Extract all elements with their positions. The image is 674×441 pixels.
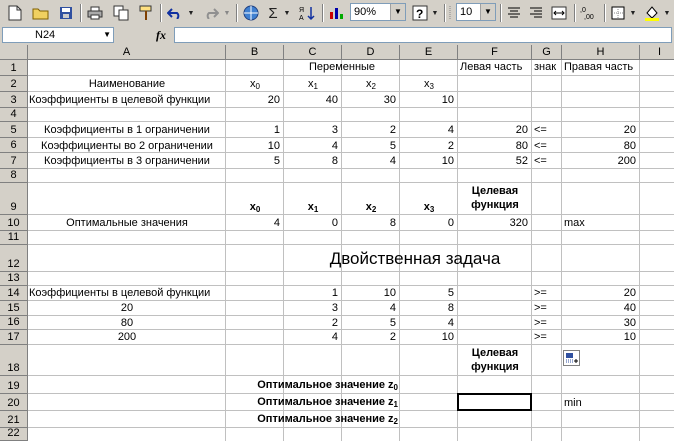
cell-g6[interactable]: <= (534, 140, 547, 152)
font-size-dropdown-icon[interactable]: ▼ (480, 4, 495, 20)
column-header-a[interactable]: A (28, 45, 226, 60)
cell-h10[interactable]: max (564, 217, 585, 229)
cell-b5[interactable]: 1 (273, 124, 280, 136)
z-subscript: 2 (393, 417, 398, 426)
cell-d2[interactable] (342, 78, 400, 91)
spreadsheet-grid[interactable] (0, 45, 674, 441)
row-header-12[interactable]: 12 (0, 245, 28, 272)
cell-f1[interactable]: Левая часть (460, 61, 523, 73)
row-header-16[interactable]: 16 (0, 316, 28, 330)
save-icon[interactable] (55, 3, 77, 23)
format-painter-icon[interactable] (135, 3, 157, 23)
cell-e6[interactable]: 2 (447, 140, 454, 152)
var-x: x (366, 78, 372, 90)
cell-c10[interactable]: 0 (331, 217, 338, 229)
cell-f18-line2[interactable]: функция (471, 361, 519, 373)
font-size-combo[interactable] (456, 3, 496, 21)
column-header-b[interactable]: B (226, 45, 284, 60)
cell-h15[interactable]: 40 (623, 302, 636, 314)
cell-a14[interactable]: Коэффициенты в целевой функции (29, 287, 211, 299)
cell-c3[interactable]: 40 (325, 94, 338, 106)
column-header-g[interactable]: G (532, 45, 562, 60)
cell-c9[interactable] (284, 201, 342, 214)
cell-d10[interactable]: 8 (389, 217, 396, 229)
svg-text:,00: ,00 (584, 14, 594, 20)
var-subscript: 2 (371, 82, 376, 91)
row-header-6[interactable]: 6 (0, 138, 28, 153)
row-header-8[interactable]: 8 (0, 169, 28, 183)
var-x: x (250, 78, 256, 90)
row-header-15[interactable]: 15 (0, 301, 28, 316)
open-folder-icon[interactable] (30, 3, 52, 23)
smart-tag-icon[interactable] (563, 350, 580, 366)
row-header-9[interactable]: 9 (0, 183, 28, 215)
var-subscript: 3 (429, 82, 434, 91)
row-header-3[interactable]: 3 (0, 92, 28, 108)
var-x: x (365, 201, 372, 213)
formula-bar (0, 26, 674, 46)
cell-f5[interactable]: 20 (515, 124, 528, 136)
var-x: x (424, 78, 430, 90)
z-subscript: 1 (393, 400, 398, 409)
borders-icon[interactable] (608, 3, 628, 23)
cell-c7[interactable]: 8 (331, 155, 338, 167)
cell-b6[interactable]: 10 (267, 140, 280, 152)
cell-d14[interactable]: 10 (383, 287, 396, 299)
autosum-icon[interactable]: Σ (268, 4, 278, 22)
cell-e16[interactable]: 4 (447, 317, 454, 329)
cell-d6[interactable]: 5 (389, 140, 396, 152)
cell-a2[interactable]: Наименование (88, 78, 166, 90)
redo-dropdown-icon[interactable]: ▼ (223, 9, 231, 17)
column-header-h[interactable]: H (562, 45, 640, 60)
name-box[interactable] (2, 27, 114, 43)
font-size-value: 10 (460, 6, 473, 18)
cell-h20[interactable]: min (564, 397, 582, 409)
row-header-5[interactable]: 5 (0, 122, 28, 138)
svg-text:?: ? (416, 7, 424, 21)
cell-f18-line1[interactable]: Целевая (471, 347, 519, 359)
print-icon[interactable] (84, 3, 106, 23)
formula-input[interactable] (174, 27, 672, 43)
cell-e5[interactable]: 4 (447, 124, 454, 136)
zoom-combo[interactable] (350, 3, 406, 21)
cell-g1[interactable]: знак (534, 61, 557, 73)
help-icon[interactable] (410, 3, 430, 23)
cell-a5[interactable]: Коэффициенты в 1 ограничении (44, 124, 210, 136)
zoom-value: 90% (354, 6, 377, 18)
cell-d9[interactable] (342, 201, 400, 214)
standard-toolbar (0, 0, 674, 27)
select-all-corner[interactable] (0, 45, 28, 60)
fill-color-dropdown-icon[interactable]: ▼ (663, 9, 671, 17)
opt-label: Оптимальное значение z (257, 379, 394, 391)
row-header-17[interactable]: 17 (0, 330, 28, 345)
name-box-dropdown-icon[interactable]: ▼ (103, 30, 111, 39)
chart-wizard-icon[interactable] (326, 3, 348, 23)
cell-c15[interactable]: 3 (331, 302, 338, 314)
row-header-14[interactable]: 14 (0, 286, 28, 301)
row-header-4[interactable]: 4 (0, 108, 28, 122)
cell-d5[interactable]: 2 (389, 124, 396, 136)
var-x: x (423, 201, 430, 213)
row-header-19[interactable]: 19 (0, 376, 28, 394)
cell-f9-line1[interactable]: Целевая (471, 185, 519, 197)
align-right-icon[interactable] (526, 3, 546, 23)
var-subscript: 1 (313, 82, 318, 91)
row-header-2[interactable]: 2 (0, 76, 28, 92)
cell-d7[interactable]: 4 (389, 155, 396, 167)
name-box-value: N24 (35, 29, 56, 41)
cell-f7[interactable]: 52 (515, 155, 528, 167)
column-header-i[interactable]: I (640, 45, 674, 60)
cell-h6[interactable]: 80 (623, 140, 636, 152)
cell-a15[interactable]: 20 (120, 302, 134, 314)
cell-c6[interactable]: 4 (331, 140, 338, 152)
cell-c5[interactable]: 3 (331, 124, 338, 136)
opt-label: Оптимальное значение z (257, 413, 394, 425)
cell-e17[interactable]: 10 (441, 331, 454, 343)
cell-c17[interactable]: 4 (331, 331, 338, 343)
row-header-20[interactable]: 20 (0, 394, 28, 411)
undo-icon[interactable] (164, 3, 186, 23)
row-header-7[interactable]: 7 (0, 153, 28, 169)
svg-text:А: А (299, 15, 304, 21)
cell-g14[interactable]: >= (534, 287, 547, 299)
undo-dropdown-icon[interactable]: ▼ (187, 9, 195, 17)
column-header-d[interactable]: D (342, 45, 400, 60)
cell-d16[interactable]: 5 (389, 317, 396, 329)
cell-h1[interactable]: Правая часть (564, 61, 634, 73)
borders-dropdown-icon[interactable]: ▼ (629, 9, 637, 17)
cell-g17[interactable]: >= (534, 331, 547, 343)
cell-g16[interactable]: >= (534, 317, 547, 329)
fill-color-icon[interactable] (642, 3, 662, 23)
svg-text:Я: Я (299, 7, 305, 14)
cell-c16[interactable]: 2 (331, 317, 338, 329)
var-subscript: 2 (371, 205, 377, 214)
z-subscript: 0 (393, 383, 398, 392)
var-x: x (308, 78, 314, 90)
increase-decimal-icon[interactable] (578, 3, 600, 23)
cell-b2[interactable] (226, 78, 284, 91)
var-x: x (307, 201, 314, 213)
cell-b7[interactable]: 5 (273, 155, 280, 167)
cell-d17[interactable]: 2 (389, 331, 396, 343)
cell-f10[interactable]: 320 (509, 217, 528, 229)
toolbar-grip-icon (448, 3, 454, 23)
cell-d3[interactable]: 30 (383, 94, 396, 106)
cell-b19[interactable] (226, 379, 398, 392)
var-subscript: 3 (429, 205, 435, 214)
cell-g5[interactable]: <= (534, 124, 547, 136)
insert-function-icon[interactable]: fx (156, 28, 166, 42)
cell-c1-variables[interactable]: Переменные (308, 61, 376, 73)
cell-a3[interactable]: Коэффициенты в целевой функции (29, 94, 211, 106)
autosum-dropdown-icon[interactable]: ▼ (283, 9, 291, 17)
row-header-11[interactable]: 11 (0, 231, 28, 245)
var-subscript: 0 (255, 205, 261, 214)
copy-icon[interactable] (110, 3, 132, 23)
redo-icon[interactable] (200, 3, 222, 23)
cell-e14[interactable]: 5 (447, 287, 454, 299)
row-header-1[interactable]: 1 (0, 60, 28, 76)
zoom-dropdown-icon[interactable]: ▼ (390, 4, 405, 20)
row-header-13[interactable]: 13 (0, 272, 28, 286)
var-subscript: 0 (255, 82, 260, 91)
cell-a17[interactable]: 200 (117, 331, 137, 343)
column-header-c[interactable]: C (284, 45, 342, 60)
cell-e15[interactable]: 8 (447, 302, 454, 314)
cell-b21[interactable] (226, 413, 398, 426)
cell-a10[interactable]: Оптимальные значения (66, 217, 188, 229)
hyperlink-globe-icon[interactable] (240, 3, 262, 23)
column-header-e[interactable]: E (400, 45, 458, 60)
cell-h17[interactable]: 10 (623, 331, 636, 343)
dual-problem-title[interactable]: Двойственная задача (329, 249, 501, 268)
cell-h14[interactable]: 20 (623, 287, 636, 299)
cell-h5[interactable]: 20 (623, 124, 636, 136)
cell-b20[interactable] (226, 396, 398, 409)
cell-a16[interactable]: 80 (120, 317, 134, 329)
cell-e2[interactable] (400, 78, 458, 91)
svg-text:,0: ,0 (580, 7, 586, 14)
cell-c2[interactable] (284, 78, 342, 91)
cell-f9-line2[interactable]: функция (471, 199, 519, 211)
row-header-10[interactable]: 10 (0, 215, 28, 231)
new-document-icon[interactable] (4, 3, 26, 23)
align-center-icon[interactable] (504, 3, 524, 23)
cell-h16[interactable]: 30 (623, 317, 636, 329)
opt-label: Оптимальное значение z (257, 396, 394, 408)
row-header-22[interactable]: 22 (0, 428, 28, 441)
cell-b10[interactable]: 4 (273, 217, 280, 229)
cell-b3[interactable]: 20 (267, 94, 280, 106)
cell-d15[interactable]: 4 (389, 302, 396, 314)
cell-a6[interactable]: Коэффициенты во 2 ограничении (41, 140, 213, 152)
cell-a7[interactable]: Коэффициенты в 3 ограничении (44, 155, 210, 167)
cell-g15[interactable]: >= (534, 302, 547, 314)
column-header-f[interactable]: F (458, 45, 532, 60)
sort-descending-icon[interactable] (296, 3, 318, 23)
var-subscript: 1 (313, 205, 319, 214)
var-x: x (249, 201, 256, 213)
row-header-18[interactable]: 18 (0, 345, 28, 376)
cell-e10[interactable]: 0 (447, 217, 454, 229)
help-dropdown-icon[interactable]: ▼ (431, 9, 439, 17)
merge-center-icon[interactable] (548, 3, 570, 23)
cell-f6[interactable]: 80 (515, 140, 528, 152)
cell-h7[interactable]: 200 (617, 155, 636, 167)
cell-e7[interactable]: 10 (441, 155, 454, 167)
row-header-21[interactable]: 21 (0, 411, 28, 428)
cell-c14[interactable]: 1 (331, 287, 338, 299)
cell-e9[interactable] (400, 201, 458, 214)
cell-b9[interactable] (226, 201, 284, 214)
cell-e3[interactable]: 10 (441, 94, 454, 106)
active-cell-f20[interactable] (457, 393, 532, 411)
cell-g7[interactable]: <= (534, 155, 547, 167)
